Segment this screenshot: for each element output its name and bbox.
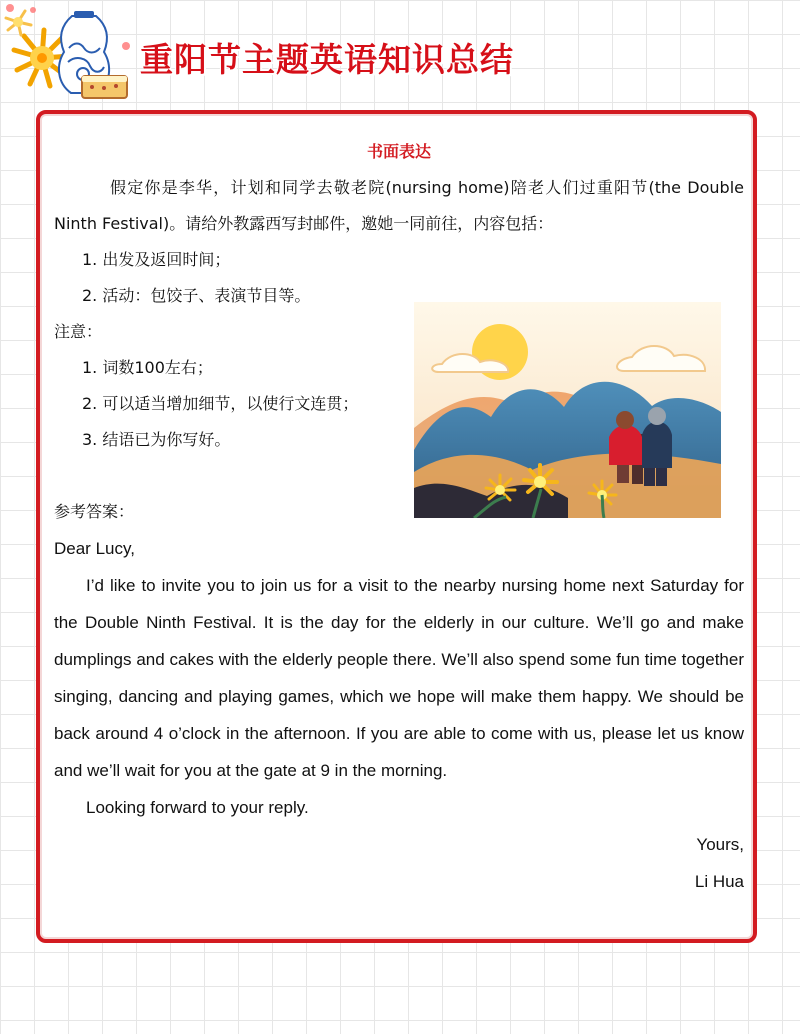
letter-body: I’d like to invite you to join us for a visit to the nearby nursing home next Saturday for the Double Ninth Festival. It is the day for the elderly in our culture. We’ll go and make dumplings and cakes with the elderly people there. We’ll also spend some fun time together singing, dancing and playing games, which we hope will make them happy. We should be back around 4 o’clock in the afternoon. If you are able to come with us, please let us know and we’ll wait for you at the gate at 9 in the morning. <box>54 576 744 780</box>
letter-closing-line: Looking forward to your reply. <box>86 798 309 817</box>
letter-greeting: Dear Lucy, <box>54 539 135 558</box>
letter-signoff: Yours, <box>696 835 744 854</box>
prompt-intro: 假定你是李华，计划和同学去敬老院(nursing home)陪老人们过重阳节(the Double Ninth Festival)。请给外教露西写封邮件，邀她一同前往，内容包括： <box>54 178 744 233</box>
answer-label: 参考答案： <box>54 502 135 521</box>
writing-card <box>36 110 757 943</box>
chrysanthemum-vase-cake-icon <box>0 0 135 110</box>
prompt-item: 1. 出发及返回时间； <box>82 250 231 269</box>
section-title: 书面表达 <box>366 142 431 161</box>
note-item: 3. 结语已为你写好。 <box>82 430 231 449</box>
page-title: 重阳节主题英语知识总结 <box>140 40 514 79</box>
note-item: 1. 词数100左右； <box>82 358 213 377</box>
letter-signature: Li Hua <box>694 872 744 891</box>
note-item: 2. 可以适当增加细节，以使行文连贯； <box>82 394 359 413</box>
mountain-couple-chrysanthemum-illustration <box>414 302 721 518</box>
prompt-item: 2. 活动：包饺子、表演节目等。 <box>82 286 311 305</box>
note-label: 注意： <box>54 322 103 341</box>
